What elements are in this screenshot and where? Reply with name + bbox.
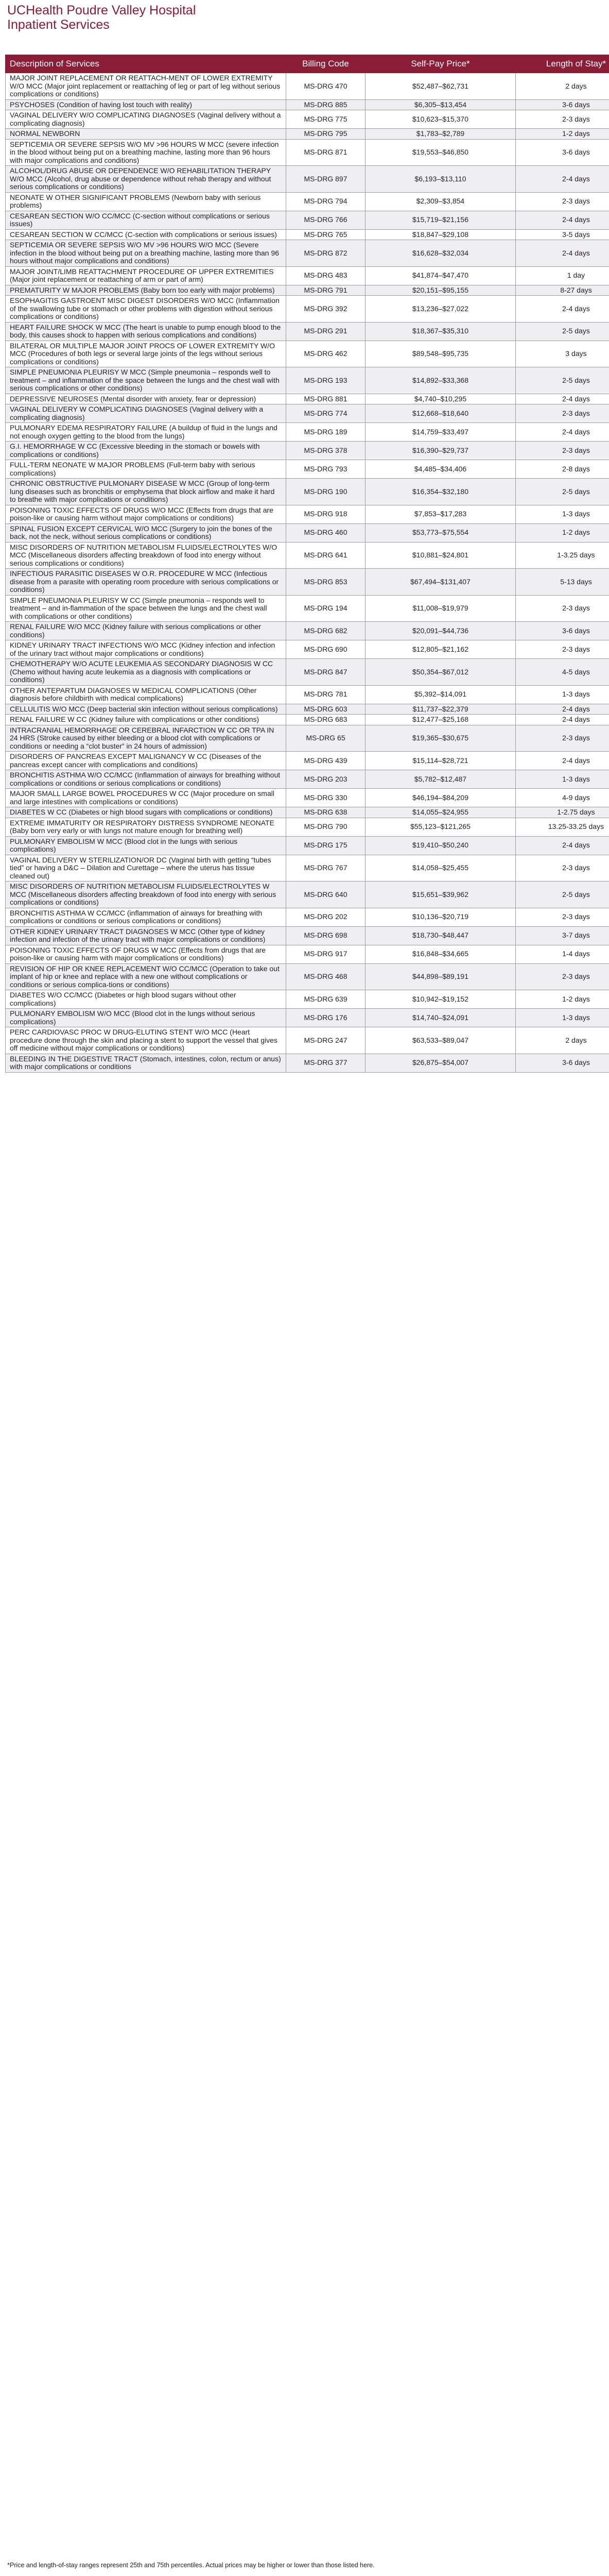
billing-code: MS-DRG 189 bbox=[286, 423, 366, 442]
service-description: RENAL FAILURE W/O MCC (Kidney failure with serious complications or other conditions) bbox=[6, 622, 286, 640]
billing-code: MS-DRG 871 bbox=[286, 139, 366, 166]
billing-code: MS-DRG 690 bbox=[286, 640, 366, 659]
self-pay-price: $4,485–$34,406 bbox=[366, 460, 516, 479]
length-of-stay: 2-4 days bbox=[516, 752, 609, 770]
self-pay-price: $10,136–$20,719 bbox=[366, 908, 516, 926]
self-pay-price: $6,305–$13,454 bbox=[366, 99, 516, 110]
length-of-stay: 1-2 days bbox=[516, 523, 609, 542]
service-description: CESAREAN SECTION W/O CC/MCC (C-section without complications or serious issues) bbox=[6, 211, 286, 229]
table-row bbox=[6, 240, 609, 267]
table-row bbox=[6, 818, 609, 836]
service-description: G.I. HEMORRHAGE W CC (Excessive bleeding in the stomach or bowels with complications or conditions) bbox=[6, 442, 286, 460]
self-pay-price: $14,055–$24,955 bbox=[366, 807, 516, 818]
table-row bbox=[6, 595, 609, 622]
table-row bbox=[6, 505, 609, 523]
length-of-stay: 1 day bbox=[516, 266, 609, 285]
service-description: ALCOHOL/DRUG ABUSE OR DEPENDENCE W/O REHABILITATION THERAPY W/O MCC (Alcohol, drug abuse or dependence without rehab therapy and without serious complications or conditions) bbox=[6, 166, 286, 193]
self-pay-price: $20,091–$44,736 bbox=[366, 622, 516, 640]
table-row bbox=[6, 908, 609, 926]
page-title: UCHealth Poudre Valley Hospital bbox=[7, 3, 196, 18]
table-row bbox=[6, 139, 609, 166]
self-pay-price: $67,494–$131,407 bbox=[366, 569, 516, 596]
table-header bbox=[6, 55, 609, 73]
self-pay-price: $10,623–$15,370 bbox=[366, 110, 516, 129]
table-row bbox=[6, 990, 609, 1009]
service-description: PSYCHOSES (Condition of having lost touch with reality) bbox=[6, 99, 286, 110]
length-of-stay: 1-3 days bbox=[516, 770, 609, 789]
billing-code: MS-DRG 439 bbox=[286, 752, 366, 770]
service-description: EXTREME IMMATURITY OR RESPIRATORY DISTRESS SYNDROME NEONATE (Baby born very early or with lungs not mature enough for breathing well) bbox=[6, 818, 286, 836]
billing-code: MS-DRG 291 bbox=[286, 322, 366, 341]
length-of-stay: 2-3 days bbox=[516, 110, 609, 129]
billing-code: MS-DRG 392 bbox=[286, 296, 366, 323]
self-pay-price: $14,759–$33,497 bbox=[366, 423, 516, 442]
page-header bbox=[0, 0, 609, 32]
service-description: BRONCHITIS ASTHMA W CC/MCC (inflammation of airways for breathing with complications or conditions or serious complications or conditions) bbox=[6, 908, 286, 926]
price-table bbox=[5, 55, 609, 1073]
service-description: HEART FAILURE SHOCK W MCC (The heart is unable to pump enough blood to the body, this causes shock to happen with serious complications and conditions) bbox=[6, 322, 286, 341]
column-header-length-of-stay: Length of Stay* bbox=[516, 55, 609, 73]
length-of-stay: 2-5 days bbox=[516, 322, 609, 341]
length-of-stay: 2-3 days bbox=[516, 725, 609, 752]
service-description: REVISION OF HIP OR KNEE REPLACEMENT W/O CC/MCC (Operation to take out implant of hip or knee and replace with a new one without complications or conditions or serious complica-tions or conditions) bbox=[6, 963, 286, 990]
billing-code: MS-DRG 65 bbox=[286, 725, 366, 752]
table-row bbox=[6, 192, 609, 211]
length-of-stay: 2-4 days bbox=[516, 836, 609, 855]
billing-code: MS-DRG 774 bbox=[286, 404, 366, 423]
length-of-stay: 2-4 days bbox=[516, 423, 609, 442]
table-row bbox=[6, 99, 609, 110]
self-pay-price: $14,892–$33,368 bbox=[366, 367, 516, 394]
service-description: BILATERAL OR MULTIPLE MAJOR JOINT PROCS OF LOWER EXTREMITY W/O MCC (Procedures of both legs or several large joints of the legs without serious complications or conditions) bbox=[6, 341, 286, 367]
service-description: PREMATURITY W MAJOR PROBLEMS (Baby born too early with major problems) bbox=[6, 285, 286, 296]
service-description: VAGINAL DELIVERY W STERILIZATION/OR DC (Vaginal birth with getting “tubes tied” or having a D&C – Dilation and Curettage – where the uterus has tissue cleaned out) bbox=[6, 855, 286, 882]
self-pay-price: $18,367–$35,310 bbox=[366, 322, 516, 341]
billing-code: MS-DRG 853 bbox=[286, 569, 366, 596]
self-pay-price: $44,898–$89,191 bbox=[366, 963, 516, 990]
billing-code: MS-DRG 794 bbox=[286, 192, 366, 211]
service-description: MAJOR JOINT/LIMB REATTACHMENT PROCEDURE OF UPPER EXTREMITIES (Major joint replacement or reattaching of arm or part of arm) bbox=[6, 266, 286, 285]
billing-code: MS-DRG 638 bbox=[286, 807, 366, 818]
self-pay-price: $26,875–$54,007 bbox=[366, 1054, 516, 1072]
service-description: RENAL FAILURE W CC (Kidney failure with complications or other conditions) bbox=[6, 715, 286, 725]
table-row bbox=[6, 266, 609, 285]
service-description: PULMONARY EMBOLISM W MCC (Blood clot in the lungs with serious complications) bbox=[6, 836, 286, 855]
service-description: DIABETES W CC (Diabetes or high blood sugars with complications or conditions) bbox=[6, 807, 286, 818]
billing-code: MS-DRG 202 bbox=[286, 908, 366, 926]
service-description: SPINAL FUSION EXCEPT CERVICAL W/O MCC (Surgery to join the bones of the back, not the neck, without serious complications or conditions) bbox=[6, 523, 286, 542]
table-row bbox=[6, 836, 609, 855]
self-pay-price: $18,847–$29,108 bbox=[366, 229, 516, 240]
self-pay-price: $14,740–$24,091 bbox=[366, 1009, 516, 1027]
billing-code: MS-DRG 765 bbox=[286, 229, 366, 240]
billing-code: MS-DRG 378 bbox=[286, 442, 366, 460]
billing-code: MS-DRG 175 bbox=[286, 836, 366, 855]
billing-code: MS-DRG 377 bbox=[286, 1054, 366, 1072]
self-pay-price: $19,410–$50,240 bbox=[366, 836, 516, 855]
service-description: DIABETES W/O CC/MCC (Diabetes or high blood sugars without other complications) bbox=[6, 990, 286, 1009]
billing-code: MS-DRG 775 bbox=[286, 110, 366, 129]
billing-code: MS-DRG 468 bbox=[286, 963, 366, 990]
billing-code: MS-DRG 793 bbox=[286, 460, 366, 479]
table-row bbox=[6, 394, 609, 404]
self-pay-price: $10,881–$24,801 bbox=[366, 542, 516, 569]
header-row bbox=[6, 55, 609, 73]
billing-code: MS-DRG 698 bbox=[286, 926, 366, 945]
billing-code: MS-DRG 247 bbox=[286, 1027, 366, 1054]
table-row bbox=[6, 322, 609, 341]
table-row bbox=[6, 523, 609, 542]
table-row bbox=[6, 1009, 609, 1027]
self-pay-price: $12,668–$18,640 bbox=[366, 404, 516, 423]
service-description: NORMAL NEWBORN bbox=[6, 129, 286, 140]
self-pay-price: $1,783–$2,789 bbox=[366, 129, 516, 140]
length-of-stay: 1-2 days bbox=[516, 129, 609, 140]
service-description: BLEEDING IN THE DIGESTIVE TRACT (Stomach, intestines, colon, rectum or anus) with major complications or conditions bbox=[6, 1054, 286, 1072]
length-of-stay: 2-3 days bbox=[516, 908, 609, 926]
table-row bbox=[6, 770, 609, 789]
billing-code: MS-DRG 790 bbox=[286, 818, 366, 836]
table-row bbox=[6, 423, 609, 442]
billing-code: MS-DRG 766 bbox=[286, 211, 366, 229]
billing-code: MS-DRG 190 bbox=[286, 479, 366, 505]
self-pay-price: $52,487–$62,731 bbox=[366, 73, 516, 100]
billing-code: MS-DRG 483 bbox=[286, 266, 366, 285]
self-pay-price: $7,853–$17,283 bbox=[366, 505, 516, 523]
billing-code: MS-DRG 918 bbox=[286, 505, 366, 523]
table-row bbox=[6, 752, 609, 770]
length-of-stay: 3-6 days bbox=[516, 1054, 609, 1072]
service-description: VAGINAL DELIVERY W/O COMPLICATING DIAGNOSES (Vaginal delivery without a complicating diagnosis) bbox=[6, 110, 286, 129]
self-pay-price: $19,553–$46,850 bbox=[366, 139, 516, 166]
self-pay-price: $15,719–$21,156 bbox=[366, 211, 516, 229]
billing-code: MS-DRG 795 bbox=[286, 129, 366, 140]
table-row bbox=[6, 715, 609, 725]
billing-code: MS-DRG 847 bbox=[286, 659, 366, 686]
table-row bbox=[6, 442, 609, 460]
length-of-stay: 13.25-33.25 days bbox=[516, 818, 609, 836]
table-row bbox=[6, 479, 609, 505]
service-description: MAJOR SMALL LARGE BOWEL PROCEDURES W CC (Major procedure on small and large intestines with complications or conditions) bbox=[6, 789, 286, 807]
table-row bbox=[6, 110, 609, 129]
self-pay-price: $53,773–$75,554 bbox=[366, 523, 516, 542]
service-description: MISC DISORDERS OF NUTRITION METABOLISM FLUIDS/ELECTROLYTES W/O MCC (Miscellaneous disorders affecting breakdown of food into energy without serious complications or conditions) bbox=[6, 542, 286, 569]
table-row bbox=[6, 963, 609, 990]
self-pay-price: $10,942–$19,152 bbox=[366, 990, 516, 1009]
length-of-stay: 3-6 days bbox=[516, 99, 609, 110]
length-of-stay: 2-3 days bbox=[516, 442, 609, 460]
table-row bbox=[6, 882, 609, 908]
self-pay-price: $6,193–$13,110 bbox=[366, 166, 516, 193]
table-row bbox=[6, 704, 609, 715]
self-pay-price: $50,354–$67,012 bbox=[366, 659, 516, 686]
self-pay-price: $5,782–$12,487 bbox=[366, 770, 516, 789]
column-header-description: Description of Services bbox=[6, 55, 286, 73]
self-pay-price: $55,123–$121,265 bbox=[366, 818, 516, 836]
billing-code: MS-DRG 917 bbox=[286, 945, 366, 963]
service-description: PULMONARY EMBOLISM W/O MCC (Blood clot in the lungs without serious complications) bbox=[6, 1009, 286, 1027]
service-description: POISONING TOXIC EFFECTS OF DRUGS W MCC (Effects from drugs that are poison-like or causing harm with major complications or conditions) bbox=[6, 945, 286, 963]
table-row bbox=[6, 789, 609, 807]
service-description: SIMPLE PNEUMONIA PLEURISY W CC (Simple pneumonia – responds well to treatment – and in-flammation of the space between the lungs and the chest wall with complications or other conditions) bbox=[6, 595, 286, 622]
service-description: CHEMOTHERAPY W/O ACUTE LEUKEMIA AS SECONDARY DIAGNOSIS W CC (Chemo without having acute leukemia as a diagnosis with complications or conditions) bbox=[6, 659, 286, 686]
service-description: OTHER ANTEPARTUM DIAGNOSES W MEDICAL COMPLICATIONS (Other diagnosis before childbirth with medical complications) bbox=[6, 685, 286, 704]
length-of-stay: 2 days bbox=[516, 1027, 609, 1054]
service-description: CESAREAN SECTION W CC/MCC (C-section with complications or serious issues) bbox=[6, 229, 286, 240]
length-of-stay: 2-3 days bbox=[516, 404, 609, 423]
length-of-stay: 3-5 days bbox=[516, 229, 609, 240]
length-of-stay: 1-3 days bbox=[516, 1009, 609, 1027]
service-description: MAJOR JOINT REPLACEMENT OR REATTACH-MENT OF LOWER EXTREMITY W/O MCC (Major joint replacement or reattaching of leg or part of leg without serious complications or conditions) bbox=[6, 73, 286, 100]
length-of-stay: 2-5 days bbox=[516, 479, 609, 505]
billing-code: MS-DRG 767 bbox=[286, 855, 366, 882]
table-row bbox=[6, 341, 609, 367]
table-body bbox=[6, 73, 609, 1073]
footnote: *Price and length-of-stay ranges represent 25th and 75th percentiles. Actual prices may be higher or lower than those listed here. bbox=[7, 2562, 375, 2569]
table-row bbox=[6, 285, 609, 296]
billing-code: MS-DRG 881 bbox=[286, 394, 366, 404]
service-description: PULMONARY EDEMA RESPIRATORY FAILURE (A buildup of fluid in the lungs and not enough oxygen getting to the blood from the lungs) bbox=[6, 423, 286, 442]
billing-code: MS-DRG 470 bbox=[286, 73, 366, 100]
service-description: NEONATE W OTHER SIGNIFICANT PROBLEMS (Newborn baby with serious problems) bbox=[6, 192, 286, 211]
length-of-stay: 2-4 days bbox=[516, 240, 609, 267]
length-of-stay: 4-5 days bbox=[516, 659, 609, 686]
length-of-stay: 2-3 days bbox=[516, 963, 609, 990]
self-pay-price: $41,874–$47,470 bbox=[366, 266, 516, 285]
length-of-stay: 2-3 days bbox=[516, 640, 609, 659]
self-pay-price: $16,848–$34,665 bbox=[366, 945, 516, 963]
length-of-stay: 4-9 days bbox=[516, 789, 609, 807]
table-row bbox=[6, 542, 609, 569]
billing-code: MS-DRG 872 bbox=[286, 240, 366, 267]
billing-code: MS-DRG 781 bbox=[286, 685, 366, 704]
table-row bbox=[6, 685, 609, 704]
table-row bbox=[6, 945, 609, 963]
table-row bbox=[6, 296, 609, 323]
service-description: INFECTIOUS PARASITIC DISEASES W O.R. PROCEDURE W MCC (Infectious disease from a parasite with operating room procedure with serious complications or conditions) bbox=[6, 569, 286, 596]
length-of-stay: 2-5 days bbox=[516, 367, 609, 394]
length-of-stay: 2-8 days bbox=[516, 460, 609, 479]
length-of-stay: 1-4 days bbox=[516, 945, 609, 963]
table-row bbox=[6, 129, 609, 140]
length-of-stay: 2-4 days bbox=[516, 296, 609, 323]
self-pay-price: $15,651–$39,962 bbox=[366, 882, 516, 908]
service-description: SIMPLE PNEUMONIA PLEURISY W MCC (Simple pneumonia – responds well to treatment – and inflammation of the space between the lungs and the chest wall with serious complications or other conditions) bbox=[6, 367, 286, 394]
billing-code: MS-DRG 885 bbox=[286, 99, 366, 110]
table-row bbox=[6, 1027, 609, 1054]
length-of-stay: 8-27 days bbox=[516, 285, 609, 296]
self-pay-price: $89,548–$95,735 bbox=[366, 341, 516, 367]
table-row bbox=[6, 367, 609, 394]
self-pay-price: $13,236–$27,022 bbox=[366, 296, 516, 323]
length-of-stay: 2-4 days bbox=[516, 704, 609, 715]
service-description: MISC DISORDERS OF NUTRITION METABOLISM FLUIDS/ELECTROLYTES W MCC (Miscellaneous disorders affecting breakdown of food into energy with serious complications or conditions) bbox=[6, 882, 286, 908]
self-pay-price: $15,114–$28,721 bbox=[366, 752, 516, 770]
billing-code: MS-DRG 194 bbox=[286, 595, 366, 622]
length-of-stay: 2-3 days bbox=[516, 855, 609, 882]
table-row bbox=[6, 807, 609, 818]
length-of-stay: 2-4 days bbox=[516, 211, 609, 229]
service-description: PERC CARDIOVASC PROC W DRUG-ELUTING STENT W/O MCC (Heart procedure done through the skin and placing a stent to support the vessel that gives off medicine without major complications or conditions) bbox=[6, 1027, 286, 1054]
billing-code: MS-DRG 897 bbox=[286, 166, 366, 193]
column-header-self-pay-price: Self-Pay Price* bbox=[366, 55, 516, 73]
table-row bbox=[6, 229, 609, 240]
length-of-stay: 1-2.75 days bbox=[516, 807, 609, 818]
table-row bbox=[6, 166, 609, 193]
page-subtitle: Inpatient Services bbox=[7, 18, 110, 32]
length-of-stay: 5-13 days bbox=[516, 569, 609, 596]
length-of-stay: 3-7 days bbox=[516, 926, 609, 945]
self-pay-price: $16,354–$32,180 bbox=[366, 479, 516, 505]
table-row bbox=[6, 211, 609, 229]
billing-code: MS-DRG 462 bbox=[286, 341, 366, 367]
table-row bbox=[6, 725, 609, 752]
length-of-stay: 3-6 days bbox=[516, 139, 609, 166]
self-pay-price: $19,365–$30,675 bbox=[366, 725, 516, 752]
table-row bbox=[6, 855, 609, 882]
service-description: SEPTICEMIA OR SEVERE SEPSIS W/O MV >96 HOURS W MCC (severe infection in the blood without being put on a breathing machine, lasting more than 96 hours with major complications and conditions) bbox=[6, 139, 286, 166]
length-of-stay: 1-2 days bbox=[516, 990, 609, 1009]
billing-code: MS-DRG 641 bbox=[286, 542, 366, 569]
self-pay-price: $16,628–$32,034 bbox=[366, 240, 516, 267]
service-description: KIDNEY URINARY TRACT INFECTIONS W/O MCC (Kidney infection and infection of the urinary tract without major complications or conditions) bbox=[6, 640, 286, 659]
table-row bbox=[6, 640, 609, 659]
billing-code: MS-DRG 176 bbox=[286, 1009, 366, 1027]
self-pay-price: $12,805–$21,162 bbox=[366, 640, 516, 659]
service-description: OTHER KIDNEY URINARY TRACT DIAGNOSES W MCC (Other type of kidney infection and infection of the urinary tract with major complications or conditions) bbox=[6, 926, 286, 945]
billing-code: MS-DRG 682 bbox=[286, 622, 366, 640]
service-description: DEPRESSIVE NEUROSES (Mental disorder with anxiety, fear or depression) bbox=[6, 394, 286, 404]
self-pay-price: $5,392–$14,091 bbox=[366, 685, 516, 704]
service-description: FULL-TERM NEONATE W MAJOR PROBLEMS (Full-term baby with serious complications) bbox=[6, 460, 286, 479]
self-pay-price: $46,194–$84,209 bbox=[366, 789, 516, 807]
billing-code: MS-DRG 640 bbox=[286, 882, 366, 908]
length-of-stay: 1-3.25 days bbox=[516, 542, 609, 569]
self-pay-price: $11,008–$19,979 bbox=[366, 595, 516, 622]
length-of-stay: 1-3 days bbox=[516, 685, 609, 704]
length-of-stay: 1-3 days bbox=[516, 505, 609, 523]
self-pay-price: $16,390–$29,737 bbox=[366, 442, 516, 460]
service-description: CELLULITIS W/O MCC (Deep bacterial skin infection without serious complications) bbox=[6, 704, 286, 715]
self-pay-price: $18,730–$48,447 bbox=[366, 926, 516, 945]
service-description: INTRACRANIAL HEMORRHAGE OR CEREBRAL INFARCTION W CC OR TPA IN 24 HRS (Stroke caused by either bleeding or a blood clot with complications or conditions or needing a “clot buster” in 24 hours of admission) bbox=[6, 725, 286, 752]
service-description: ESOPHAGITIS GASTROENT MISC DIGEST DISORDERS W/O MCC (Inflammation of the swallowing tube or stomach or other problems with digestion without serious complications or conditions) bbox=[6, 296, 286, 323]
table-row bbox=[6, 926, 609, 945]
billing-code: MS-DRG 639 bbox=[286, 990, 366, 1009]
table-row bbox=[6, 1054, 609, 1072]
service-description: CHRONIC OBSTRUCTIVE PULMONARY DISEASE W MCC (Group of long-term lung diseases such as bronchitis or emphysema that block airflow and make it hard to breathe with major complications or conditions) bbox=[6, 479, 286, 505]
billing-code: MS-DRG 791 bbox=[286, 285, 366, 296]
self-pay-price: $63,533–$89,047 bbox=[366, 1027, 516, 1054]
length-of-stay: 2-4 days bbox=[516, 715, 609, 725]
service-description: SEPTICEMIA OR SEVERE SEPSIS W/O MV >96 HOURS W/O MCC (Severe infection in the blood without being put on a breathing machine, lasting more than 96 hours without major complications and conditions) bbox=[6, 240, 286, 267]
length-of-stay: 2-3 days bbox=[516, 192, 609, 211]
length-of-stay: 3 days bbox=[516, 341, 609, 367]
table-row bbox=[6, 404, 609, 423]
service-description: DISORDERS OF PANCREAS EXCEPT MALIGNANCY W CC (Diseases of the pancreas except cancer with complications and conditions) bbox=[6, 752, 286, 770]
billing-code: MS-DRG 203 bbox=[286, 770, 366, 789]
table-row bbox=[6, 73, 609, 100]
self-pay-price: $4,740–$10,295 bbox=[366, 394, 516, 404]
column-header-billing-code: Billing Code bbox=[286, 55, 366, 73]
length-of-stay: 2 days bbox=[516, 73, 609, 100]
length-of-stay: 2-3 days bbox=[516, 595, 609, 622]
table-row bbox=[6, 622, 609, 640]
billing-code: MS-DRG 460 bbox=[286, 523, 366, 542]
length-of-stay: 2-4 days bbox=[516, 394, 609, 404]
self-pay-price: $2,309–$3,854 bbox=[366, 192, 516, 211]
self-pay-price: $11,737–$22,379 bbox=[366, 704, 516, 715]
billing-code: MS-DRG 683 bbox=[286, 715, 366, 725]
length-of-stay: 3-6 days bbox=[516, 622, 609, 640]
self-pay-price: $12,477–$25,168 bbox=[366, 715, 516, 725]
service-description: BRONCHITIS ASTHMA W/O CC/MCC (Inflammation of airways for breathing without complications or conditions or serious complications or conditions) bbox=[6, 770, 286, 789]
self-pay-price: $14,058–$25,455 bbox=[366, 855, 516, 882]
length-of-stay: 2-4 days bbox=[516, 166, 609, 193]
table-row bbox=[6, 569, 609, 596]
table-row bbox=[6, 659, 609, 686]
service-description: VAGINAL DELIVERY W COMPLICATING DIAGNOSES (Vaginal delivery with a complicating diagnosis) bbox=[6, 404, 286, 423]
table-row bbox=[6, 460, 609, 479]
length-of-stay: 2-5 days bbox=[516, 882, 609, 908]
billing-code: MS-DRG 330 bbox=[286, 789, 366, 807]
billing-code: MS-DRG 193 bbox=[286, 367, 366, 394]
service-description: POISONING TOXIC EFFECTS OF DRUGS W/O MCC (Effects from drugs that are poison-like or causing harm without major complications or conditions) bbox=[6, 505, 286, 523]
billing-code: MS-DRG 603 bbox=[286, 704, 366, 715]
self-pay-price: $20,151–$95,155 bbox=[366, 285, 516, 296]
